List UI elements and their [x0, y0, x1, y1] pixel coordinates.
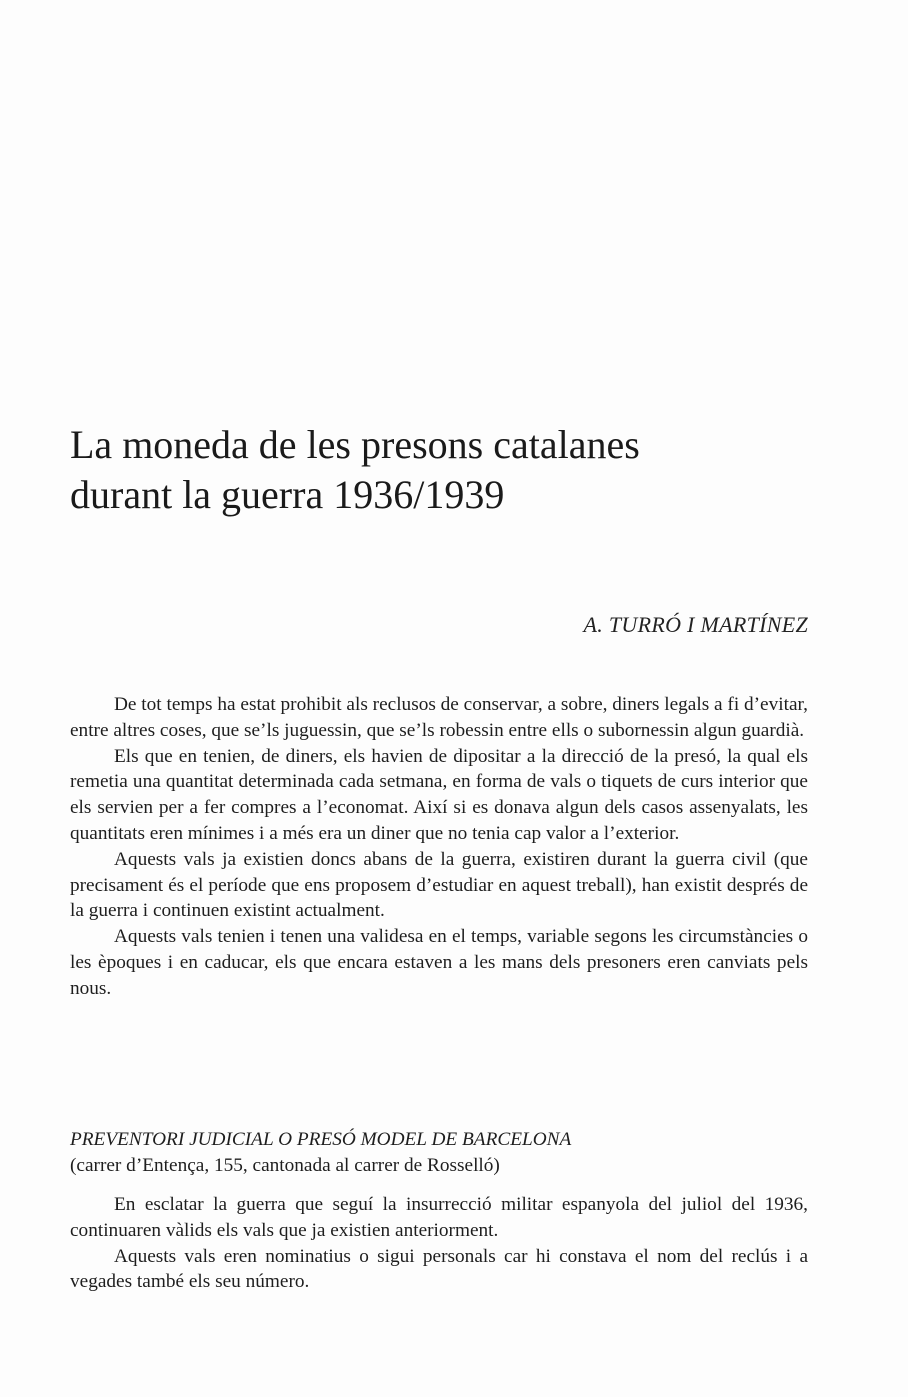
- section-title: PREVENTORI JUDICIAL O PRESÓ MODEL DE BARCELONA: [70, 1129, 572, 1150]
- article-author: A. TURRÓ I MARTÍNEZ: [583, 612, 808, 637]
- paragraph: Aquests vals eren nominatius o sigui personals car hi constava el nom del reclús i a vegades també els seu número.: [70, 1245, 808, 1293]
- article-title: [70, 420, 830, 520]
- section-heading: [70, 1127, 830, 1179]
- paragraph: De tot temps ha estat prohibit als reclusos de conservar, a sobre, diners legals a fi d’evitar, entre altres coses, que se’ls juguessin, que se’ls robessin entre ells o subornessin algun guardià.: [70, 694, 808, 741]
- paragraph: En esclatar la guerra que seguí la insurrecció militar espanyola del juliol del 1936, continuaren vàlids els vals que ja existien anteriorment.: [70, 1194, 808, 1241]
- section-text: [70, 1192, 808, 1295]
- section-address: (carrer d’Entença, 155, cantonada al carrer de Rosselló): [70, 1154, 500, 1176]
- article-title-line-1: La moneda de les presons catalanes: [70, 422, 640, 467]
- paragraph: Aquests vals ja existien doncs abans de la guerra, existiren durant la guerra civil (que precisament és el període que ens proposem d’estudiar en aquest treball), han existit després de la guerra i continuen existint actualment.: [70, 848, 808, 922]
- intro-text: [70, 692, 808, 1002]
- paragraph: Aquests vals tenien i tenen una validesa en el temps, variable segons les circumstàncies o les èpoques i en caducar, els que encara estaven a les mans dels presoners eren canviats pels nous.: [70, 926, 808, 999]
- paragraph: Els que en tenien, de diners, els havien de dipositar a la direcció de la presó, la qual els remetia una quantitat determinada cada setmana, en forma de vals o tiquets de curs interior que els servien per a fer compres a l’economat. Així si es donava algun dels casos assenyalats, les quantitats eren mínimes i a més era un diner que no tenia cap valor a l’exterior.: [70, 745, 808, 844]
- article-title-line-2: durant la guerra 1936/1939: [70, 472, 505, 517]
